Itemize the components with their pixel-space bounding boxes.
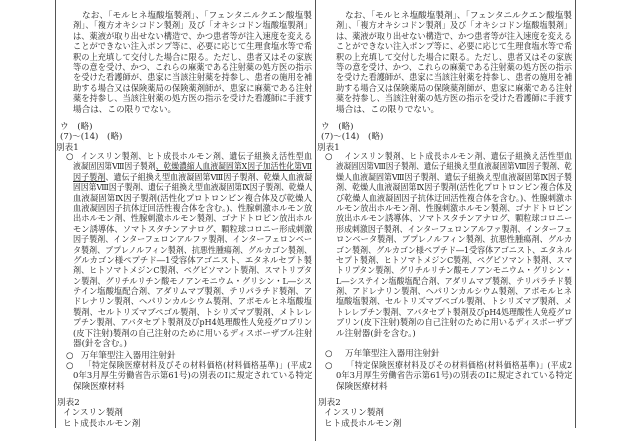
text-line: 燥人血液凝固第Ⅷ因子製剤、遺伝子組換え型血液凝固第Ⅸ因子製 — [336, 172, 572, 183]
text-line: 保険医療材料 — [336, 381, 388, 392]
text-line: 固因第Ⅷ因子製剤、遺伝子組換え型血液凝固第Ⅸ因子製剤、乾燥人 — [73, 183, 313, 194]
text-line: 塩酸塩製剤、セルトリズマブペゴル製剤、トシリズマブ製剤、メ — [336, 297, 573, 308]
table1-item-self-injection — [336, 152, 572, 339]
text-line: 場合は、この限りでない。 — [73, 104, 177, 115]
item-7-14: (7)～(14) (略) — [60, 132, 123, 143]
text-line: 0年3月厚生労働省告示第61号)の別表のⅠに規定されている特定 — [73, 371, 313, 382]
text-line: 血液凝固因子抗体迂回活性複合体を含む。)、性腺刺激ホルモン放 — [73, 203, 313, 214]
text-line: は、薬液が取り出せない構造で、かつ患者等が注入速度を変える — [73, 31, 313, 42]
right-column — [317, 0, 575, 441]
note-paragraph — [336, 11, 572, 115]
text-segment: 、遺伝子組換え型血液凝固第Ⅷ因子製剤、乾燥人血液凝 — [105, 172, 313, 183]
text-line: モン誘導体、ソマトスタチンアナログ、顆粒球コロニー形成刺激 — [73, 224, 313, 235]
table1-item-self-injection — [73, 152, 312, 349]
text-line: ブリン(皮下注射)製剤の自己注射のために用いるディスポーザブ — [336, 318, 573, 329]
note-paragraph — [73, 11, 312, 115]
item-u: ウ (略) — [60, 122, 93, 132]
table2 — [318, 398, 401, 429]
text-line: L―システイン塩酸塩配合剤、アダリムマブ製剤、テリパラチド製 — [336, 276, 572, 287]
table1-item-medical-materials — [73, 361, 312, 392]
text-line: 万年筆型注入器用注射針 — [345, 349, 440, 359]
text-line: 出ホルモン剤、性腺刺激ホルモン製剤、ゴナドトロピン放出ホル — [73, 214, 313, 225]
text-line: 薬を持参し、当該注射薬の処方医の指示を受けた看護師に手渡す — [73, 94, 313, 105]
text-line: 「特定保険医療材料及びその材料価格(材料価格基準)」(平成2 — [346, 361, 572, 371]
text-line: ロンベータ製剤、ブプレノルフィン製剤、抗悪性腫瘍剤、グルカ — [336, 235, 573, 246]
text-line: 剤、乾燥人血液凝固第Ⅸ因子製剤(活性化プロトロンビン複合体及 — [336, 183, 573, 194]
text-line — [73, 162, 312, 172]
text-line: ことができない注入ポンプ等に、必要に応じて生理食塩水等で希 — [73, 42, 313, 53]
bullet-icon: ○ — [66, 351, 74, 361]
table2-item: ヒト成長ホルモン剤 — [63, 418, 141, 429]
bullet-icon: ○ — [66, 152, 74, 162]
table2 — [57, 398, 140, 429]
bullet-icon: ○ — [325, 152, 333, 162]
text-line: 剤、アドレナリン製剤、ヘパリンカルシウム製剤、アポモルヒネ — [336, 287, 572, 298]
text-line: 製剤、セルトリズマブペゴル製剤、トシリズマブ製剤、メトレレ — [73, 307, 312, 318]
text-line: 助する場合又は保険薬局の保険薬剤師が、患家に麻薬である注射 — [73, 83, 313, 94]
text-line: セプト製剤、ヒトソマトメジンC製剤、ペグビソマント製剤、スマ — [336, 255, 573, 266]
text-line: 因子製剤、インターフェロンアルファ製剤、インターフェロンベー — [73, 235, 312, 246]
text-line: 助する場合又は保険薬局の保険薬剤師が、患家に麻薬である注射 — [336, 83, 573, 94]
bullet-icon: ○ — [325, 349, 333, 359]
text-line: なお、「モルヒネ塩酸塩製剤」、「フェンタニルクエン酸塩製 — [345, 11, 572, 21]
text-line: ルモン放出ホルモン剤、性腺刺激ホルモン製剤、ゴナドトロピン — [336, 203, 573, 214]
text-line: トレレプチン製剤、アバタセプト製剤及びpH4処理酸性人免疫グロ — [336, 307, 572, 318]
table1-title: 別表1 — [317, 142, 340, 153]
table2-title: 別表2 — [318, 398, 341, 408]
bullet-icon: ○ — [325, 361, 333, 371]
text-line: 血液凝固第Ⅸ因子製剤(活性化プロトロンビン複合体及び乾燥人 — [73, 193, 312, 204]
text-line: テイン塩酸塩配合剤、アダリムマブ製剤、テリパラチド製剤、ア — [73, 287, 312, 298]
text-line: 形成刺激因子製剤、インターフェロンアルファ製剤、インターフェ — [336, 224, 572, 235]
right-column-border — [575, 0, 576, 428]
text-segment: 液凝固因第Ⅷ因子製剤 — [73, 162, 156, 173]
text-line: 場合は、この限りでない。 — [336, 104, 440, 115]
text-line: 液凝固因第Ⅷ因子製剤、遺伝子組換え型血液凝固第Ⅷ因子製剤、乾 — [336, 162, 572, 173]
text-line: 等の意を受け、かつ、これらの麻薬である注射薬の処方医の指示 — [336, 62, 572, 73]
text-line: (皮下注射)製剤の自己注射のために用いるディスポーザブル注射 — [73, 328, 313, 339]
text-line: を受けた看護師が、患家に当該注射薬を持参し、患者の施用を補 — [73, 73, 313, 84]
text-line: なお、「モルヒネ塩酸塩製剤」、「フェンタニルクエン酸塩製 — [82, 11, 312, 21]
text-line: 剤」、「複方オキシコドン製剤」及び「オキシコドン塩酸塩製剤」 — [336, 21, 573, 32]
text-line: ン製剤、グリチルリチン酸モノアンモニウム・グリシン・L―シス — [73, 276, 312, 287]
text-line: 0年3月厚生労働省告示第61号)の別表のⅠに規定されている特定 — [336, 371, 573, 382]
text-line: プチン製剤、アバタセプト製剤及びpH4処理酸性人免疫グロブリン — [73, 318, 312, 329]
text-line — [73, 173, 312, 183]
item-u: ウ (略) — [321, 122, 354, 132]
text-line: 万年筆型注入器用注射針 — [81, 351, 176, 361]
text-line: 器(針を含む。) — [73, 339, 127, 350]
text-line: グルカゴン様ペプチド―1受容体アゴニスト、エタネルセプト製 — [73, 255, 312, 266]
text-line: ル注射器(針を含む。) — [336, 328, 416, 339]
text-line: 「特定保険医療材料及びその材料価格(材料価格基準)」(平成2 — [83, 361, 313, 371]
text-line: ゴン製剤、グルカゴン様ペプチド―1受容体アゴニスト、エタネル — [336, 245, 573, 256]
column-divider — [315, 0, 316, 441]
text-line: は、薬液が取り出せない構造で、かつ患者等が注入速度を変える — [336, 31, 573, 42]
table1-title: 別表1 — [56, 142, 79, 153]
table2-title: 別表2 — [57, 398, 80, 408]
left-column — [56, 0, 315, 441]
text-line: 等の意を受け、かつ、これらの麻薬である注射薬の処方医の指示 — [73, 62, 312, 73]
table1-item-medical-materials — [336, 361, 572, 392]
text-line: ドレナリン製剤、ヘパリンカルシウム製剤、アポモルヒネ塩酸塩 — [73, 297, 312, 308]
text-line: 釈の上充填して交付した場合に限る。ただし、患者又はその家族 — [73, 52, 313, 63]
text-line: インスリン製剤、ヒト成長ホルモン剤、遺伝子組換え活性型血 — [80, 152, 312, 162]
text-line: を受けた看護師が、患家に当該注射薬を持参し、患者の施用を補 — [336, 73, 573, 84]
text-line: び乾燥人血液凝固因子抗体迂回活性複合体を含む。)、性腺刺激ホ — [336, 193, 573, 204]
text-line: 保険医療材料 — [73, 381, 125, 392]
item-7-14: (7)～(14) (略) — [321, 132, 384, 143]
text-line: タ製剤、ブプレノルフィン製剤、抗悪性腫瘍剤、グルカゴン製剤、 — [73, 245, 312, 256]
misc-items — [56, 122, 122, 153]
table1-item-pen-needle — [336, 349, 572, 359]
text-line: 剤、ヒトソマトメジンC製剤、ペグビソマント製剤、スマトリプタ — [73, 266, 312, 277]
text-line: 放出ホルモン誘導体、ソマトスタチンアナログ、顆粒球コロニー — [336, 214, 573, 225]
table1-item-pen-needle — [73, 351, 312, 361]
table2-item: インスリン製剤 — [63, 408, 123, 419]
underlined-amendment: 、乾燥濃縮人血液凝固第Ⅹ因子加活性化第Ⅶ — [155, 162, 312, 173]
table2-item: ヒト成長ホルモン剤 — [324, 418, 402, 429]
text-line: 釈の上充填して交付した場合に限る。ただし、患者又はその家族 — [336, 52, 573, 63]
text-line: トリプタン製剤、グリチルリチン酸モノアンモニウム・グリシン・ — [336, 266, 573, 277]
text-line: 剤」、「複方オキシコドン製剤」及び「オキシコドン塩酸塩製剤」 — [73, 21, 313, 32]
text-line: インスリン製剤、ヒト成長ホルモン剤、遺伝子組換え活性型血 — [344, 152, 572, 162]
underlined-amendment: 因子製剤 — [73, 172, 106, 183]
table2-item: インスリン製剤 — [324, 408, 384, 419]
misc-items — [317, 122, 383, 153]
text-line: 薬を持参し、当該注射薬の処方医の指示を受けた看護師に手渡す — [336, 94, 573, 105]
text-line: ことができない注入ポンプ等に、必要に応じて生理食塩水等で希 — [336, 42, 573, 53]
bullet-icon: ○ — [66, 361, 74, 371]
